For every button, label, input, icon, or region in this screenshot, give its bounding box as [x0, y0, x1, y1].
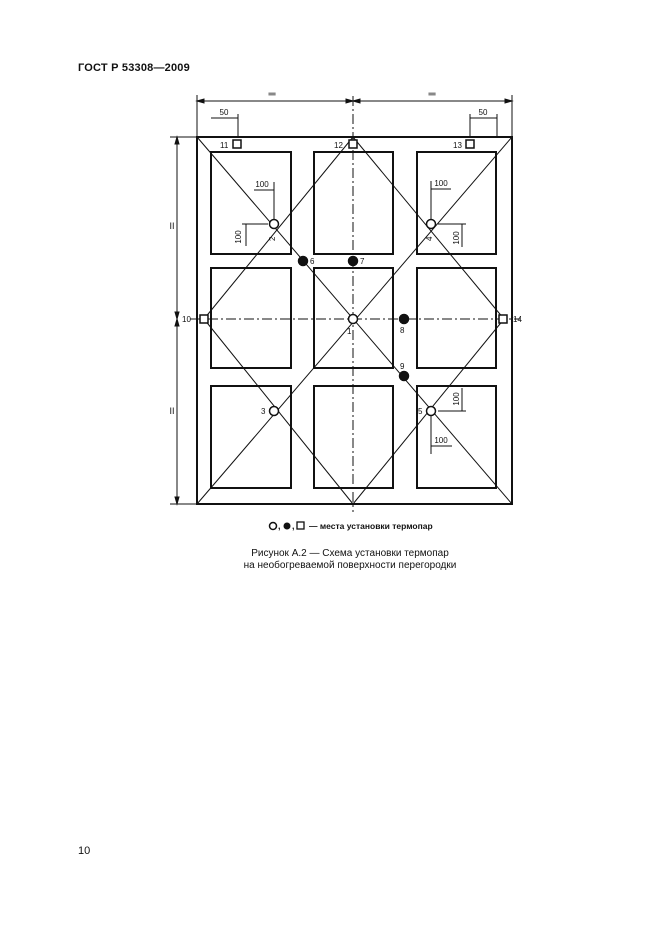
center-axes: [190, 96, 520, 512]
square-marker: [349, 140, 357, 148]
filled-circle-marker: [400, 315, 409, 324]
point-label: 7: [360, 257, 365, 266]
top-dimension: [197, 95, 512, 137]
svg-text:,: ,: [278, 521, 281, 531]
point-label: 3: [261, 407, 266, 416]
dim-100-a: 100: [255, 180, 269, 189]
point-label: 13: [453, 141, 462, 150]
dim-top-left: ═: [268, 89, 276, 100]
document-header: ГОСТ Р 53308—2009: [78, 62, 190, 74]
point-labels: [182, 141, 522, 416]
panel: [211, 386, 291, 488]
point-label: 6: [310, 257, 315, 266]
panel: [314, 152, 393, 254]
open-circle-marker: [349, 315, 358, 324]
dim-100-e: 100: [452, 392, 461, 406]
point-label: 4: [425, 236, 434, 241]
filled-circle-marker: [299, 257, 308, 266]
point-label: 9: [400, 362, 405, 371]
legend-square-icon: [297, 522, 304, 529]
dim-top-right: ═: [428, 89, 436, 100]
svg-text:,: ,: [292, 521, 295, 531]
dim-left-upper: II: [169, 221, 175, 231]
point-label: 10: [182, 315, 191, 324]
square-marker: [499, 315, 507, 323]
open-circle-marker: [427, 407, 436, 416]
point-label: 1: [347, 327, 352, 336]
square-marker: [200, 315, 208, 323]
dim-left-lower: II: [169, 406, 175, 416]
legend-open-circle-icon: [270, 523, 277, 530]
dim-offset-left: 50: [219, 108, 229, 117]
panel: [314, 386, 393, 488]
filled-circle-marker: [349, 257, 358, 266]
legend-text: — места установки термопар: [309, 521, 433, 531]
open-circle-marker: [270, 220, 279, 229]
page-number: 10: [78, 845, 91, 857]
point-label: 8: [400, 326, 405, 335]
figure-caption-line1: Рисунок А.2 — Схема установки термопар: [251, 548, 449, 559]
point-label: 12: [334, 141, 343, 150]
point-label: 5: [418, 407, 423, 416]
dim-offset-right: 50: [478, 108, 488, 117]
open-circle-marker: [427, 220, 436, 229]
dim-100-b: 100: [234, 230, 243, 244]
point-label: 2: [268, 236, 277, 241]
panel: [211, 268, 291, 368]
square-marker: [233, 140, 241, 148]
square-marker: [466, 140, 474, 148]
dim-100-f: 100: [434, 436, 448, 445]
offset-dimensions: [211, 114, 497, 138]
dim-100-c: 100: [434, 179, 448, 188]
legend: [270, 521, 433, 531]
filled-circle-marker: [400, 372, 409, 381]
point-label: 11: [220, 141, 229, 150]
legend-filled-circle-icon: [284, 523, 291, 530]
open-circle-marker: [270, 407, 279, 416]
figure-caption-line2: на необогреваемой поверхности перегородки: [243, 560, 457, 571]
dim-100-d: 100: [452, 231, 461, 245]
panel: [417, 268, 496, 368]
point-label: 14: [513, 315, 522, 324]
